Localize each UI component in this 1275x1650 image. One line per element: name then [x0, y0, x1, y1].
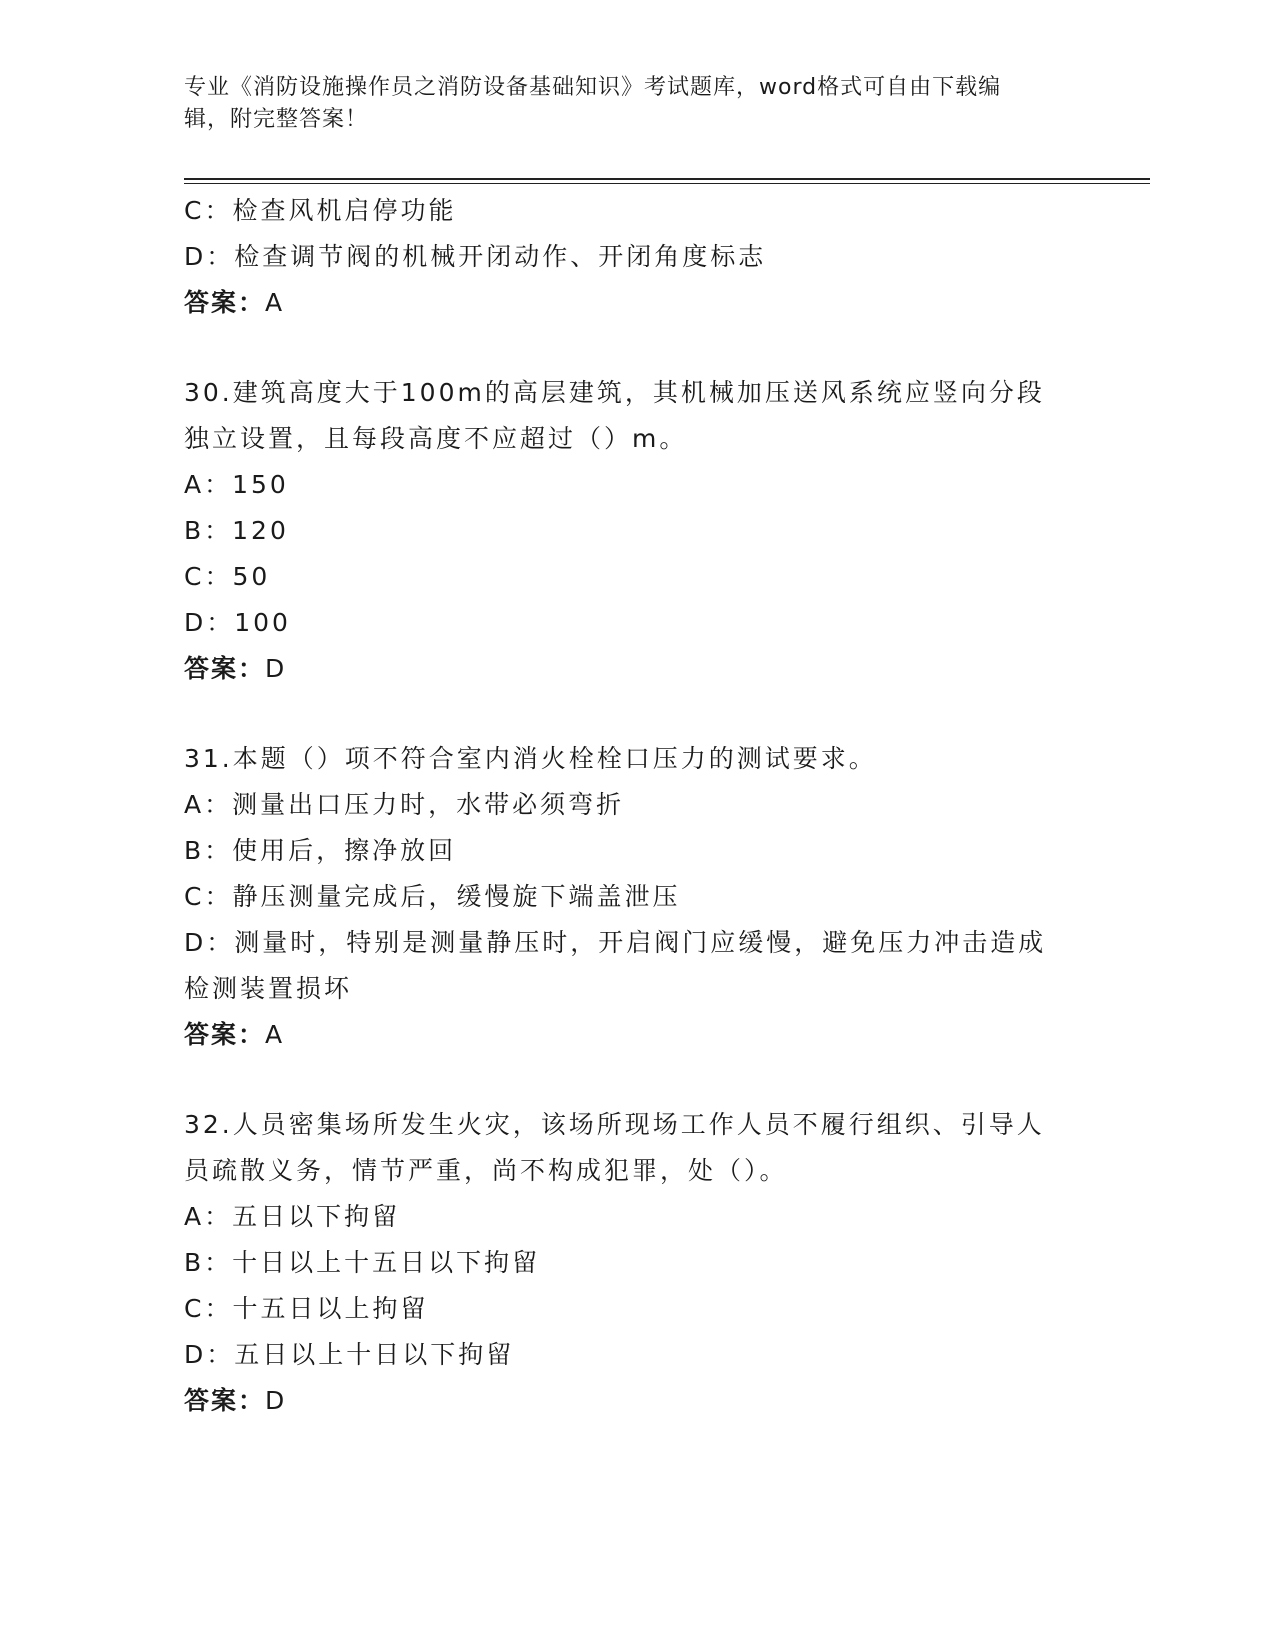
option-a: A：五日以下拘留 — [184, 1202, 401, 1231]
option-b: B：十日以上十五日以下拘留 — [184, 1248, 541, 1277]
answer-label: 答案： — [184, 1020, 266, 1049]
answer-value: A — [265, 288, 286, 317]
answer-label: 答案： — [184, 654, 266, 683]
answer-row — [184, 1378, 1084, 1424]
question-stem: 32.人员密集场所发生火灾，该场所现场工作人员不履行组织、引导人 — [184, 1110, 1045, 1139]
option-d: D：测量时，特别是测量静压时，开启阀门应缓慢，避免压力冲击造成 — [184, 928, 1047, 957]
question-block-32 — [184, 1102, 1084, 1424]
option-d: D：100 — [184, 608, 291, 637]
header-divider-thick — [184, 178, 1150, 180]
option-c: C：检查风机启停功能 — [184, 196, 457, 225]
answer-value: A — [265, 1020, 286, 1049]
header-divider-thin — [184, 183, 1150, 184]
option-a: A：150 — [184, 470, 289, 499]
option-c: C：静压测量完成后，缓慢旋下端盖泄压 — [184, 882, 681, 911]
question-stem-continued: 员疏散义务，情节严重，尚不构成犯罪，处（）。 — [184, 1156, 788, 1185]
answer-row — [184, 1012, 1084, 1058]
option-d-continued: 检测装置损坏 — [184, 974, 353, 1003]
option-a: A：测量出口压力时，水带必须弯折 — [184, 790, 625, 819]
question-block-31 — [184, 736, 1084, 1058]
option-d: D：检查调节阀的机械开闭动作、开闭角度标志 — [184, 242, 767, 271]
option-b: B：使用后，擦净放回 — [184, 836, 457, 865]
question-stem: 31.本题（）项不符合室内消火栓栓口压力的测试要求。 — [184, 744, 877, 773]
answer-row — [184, 646, 1084, 692]
answer-value: D — [265, 1386, 288, 1415]
question-stem: 30.建筑高度大于100m的高层建筑，其机械加压送风系统应竖向分段 — [184, 378, 1045, 407]
answer-row — [184, 280, 1084, 326]
answer-label: 答案： — [184, 288, 266, 317]
option-d: D：五日以上十日以下拘留 — [184, 1340, 515, 1369]
answer-value: D — [265, 654, 288, 683]
header-line-1: 专业《消防设施操作员之消防设备基础知识》考试题库，word格式可自由下载编 — [184, 75, 1002, 100]
question-block-29 — [184, 188, 1084, 326]
option-b: B：120 — [184, 516, 289, 545]
option-c: C：50 — [184, 562, 271, 591]
question-block-30 — [184, 370, 1084, 692]
question-stem-continued: 独立设置，且每段高度不应超过（）m。 — [184, 424, 688, 453]
document-header — [184, 72, 1084, 136]
header-line-2: 辑，附完整答案！ — [184, 107, 369, 132]
question-list — [184, 188, 1084, 1424]
option-c: C：十五日以上拘留 — [184, 1294, 429, 1323]
answer-label: 答案： — [184, 1386, 266, 1415]
